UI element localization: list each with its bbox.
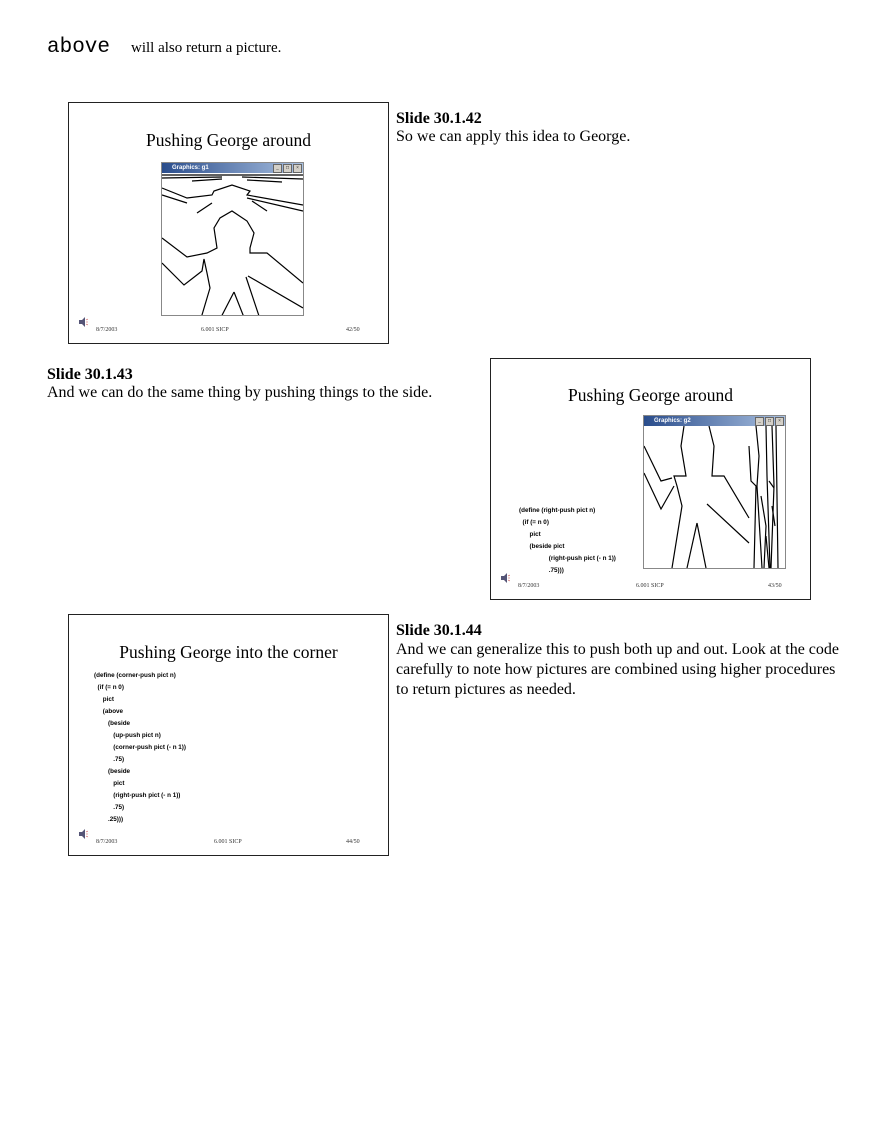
code-line: pict [94,696,114,703]
george-right-push-drawing [644,426,785,568]
footer-page: 42/50 [346,327,360,333]
slide-description: So we can apply this idea to George. [396,128,631,145]
slide-title: Pushing George around [146,130,311,150]
footer-page: 43/50 [768,583,782,589]
maximize-icon: □ [283,164,292,173]
footer-date: 8/7/2003 [96,839,118,845]
speaker-icon[interactable] [78,829,88,839]
graphics-window [161,162,304,316]
code-line: .75))) [519,567,564,574]
footer-page: 44/50 [346,839,360,845]
code-line: pict [94,780,125,787]
code-line: (beside pict [519,543,565,550]
george-up-push-drawing [162,173,303,315]
code-line: (right-push pict (- n 1)) [519,555,616,562]
footer-date: 8/7/2003 [518,583,540,589]
code-line: (if (= n 0) [94,684,124,691]
code-line: (if (= n 0) [519,519,549,526]
minimize-icon: _ [755,417,764,426]
footer-course: 6.001 SICP [201,327,229,333]
code-line: (corner-push pict (- n 1)) [94,744,187,751]
footer-course: 6.001 SICP [214,839,242,845]
footer-date: 8/7/2003 [96,327,118,333]
slide-image-42 [68,102,389,344]
intro-text: will also return a picture. [131,40,282,56]
graphics-window [643,415,786,569]
close-icon: × [293,164,302,173]
slide-heading: Slide 30.1.42 [396,110,482,127]
code-line: (define (corner-push pict n) [94,672,176,679]
code-line: .75) [94,756,125,763]
slide-image-43 [490,358,811,600]
code-block [519,505,616,577]
speaker-icon[interactable] [500,573,510,583]
speaker-icon[interactable] [78,317,88,327]
window-controls [755,417,784,426]
code-line: (beside [94,720,131,727]
maximize-icon: □ [765,417,774,426]
slide-heading: Slide 30.1.43 [47,366,133,383]
slide-title: Pushing George into the corner [119,642,338,662]
slide-heading: Slide 30.1.44 [396,622,482,639]
code-line: (beside [94,768,131,775]
code-line: (up-push pict n) [94,732,161,739]
window-title: Graphics: g2 [644,416,785,426]
window-title: Graphics: g1 [162,163,303,173]
minimize-icon: _ [273,164,282,173]
code-line: (above [94,708,124,715]
code-line: .25))) [94,816,124,823]
code-line: (define (right-push pict n) [519,507,596,514]
slide-image-44 [68,614,389,856]
window-controls [273,164,302,173]
slide-description: And we can do the same thing by pushing things to the side. [47,384,433,401]
footer-course: 6.001 SICP [636,583,664,589]
close-icon: × [775,417,784,426]
code-line: (right-push pict (- n 1)) [94,792,181,799]
slide-title: Pushing George around [568,385,733,405]
code-line: pict [519,531,541,538]
code-block [94,670,186,826]
intro-code: above [47,36,111,59]
slide-description: And we can generalize this to push both up and out. Look at the code carefully to note how pictures are combined using higher procedures to return pictures as needed. [396,641,839,698]
code-line: .75) [94,804,125,811]
